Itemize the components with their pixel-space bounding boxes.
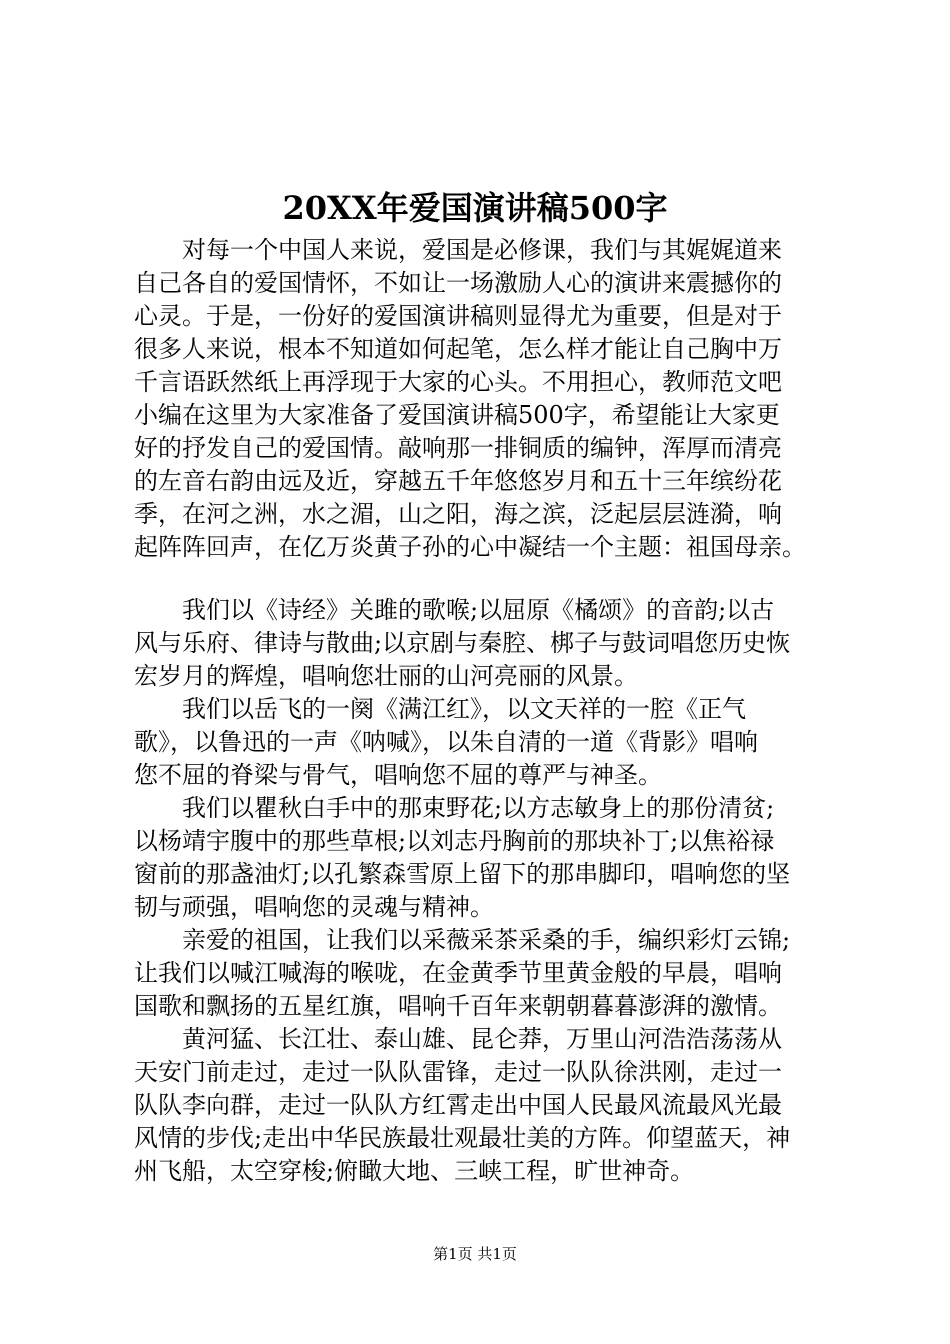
paragraph — [134, 792, 834, 924]
text-line: 您不屈的脊梁与骨气，唱响您不屈的尊严与神圣。 — [134, 761, 662, 789]
text-line: 黄河猛、长江壮、泰山雄、昆仑莽，万里山河浩浩荡荡从 — [182, 1025, 782, 1053]
text-line: 宏岁月的辉煌，唱响您壮丽的山河亮丽的风景。 — [134, 662, 638, 690]
text-line: 对每一个中国人来说，爱国是必修课，我们与其娓娓道来 — [182, 236, 782, 264]
text-line: 季，在河之洲，水之湄，山之阳，海之滨，泛起层层涟漪，响 — [134, 500, 782, 528]
page-footer: 第1页 共1页 — [433, 1245, 517, 1263]
text-line: 天安门前走过，走过一队队雷锋，走过一队队徐洪刚，走过一 — [134, 1058, 782, 1086]
document-body — [134, 234, 834, 1188]
text-line: 国歌和飘扬的五星红旗，唱响千百年来朝朝暮暮澎湃的激情。 — [134, 992, 782, 1020]
paragraph — [134, 693, 834, 792]
text-line: 好的抒发自己的爱国情。敲响那一排铜质的编钟，浑厚而清亮 — [134, 434, 782, 462]
text-line: 千言语跃然纸上再浮现于大家的心头。不用担心，教师范文吧 — [134, 368, 782, 396]
text-line: 我们以瞿秋白手中的那束野花;以方志敏身上的那份清贫; — [182, 794, 775, 822]
text-line: 队队李向群，走过一队队方红霄走出中国人民最风流最风光最 — [134, 1091, 782, 1119]
text-line: 自己各自的爱国情怀，不如让一场激励人心的演讲来震撼你的 — [134, 269, 782, 297]
text-line: 很多人来说，根本不知道如何起笔，怎么样才能让自己胸中万 — [134, 335, 782, 363]
text-line: 心灵。于是，一份好的爱国演讲稿则显得尤为重要，但是对于 — [134, 302, 782, 330]
text-line: 歌》，以鲁迅的一声《呐喊》，以朱自清的一道《背影》唱响 — [134, 728, 758, 756]
paragraph — [134, 1023, 834, 1188]
text-line: 风情的步伐;走出中华民族最壮观最壮美的方阵。仰望蓝天，神 — [134, 1124, 791, 1152]
text-line: 亲爱的祖国，让我们以采薇采茶采桑的手，编织彩灯云锦; — [182, 926, 791, 954]
text-line: 的左音右韵由远及近，穿越五千年悠悠岁月和五十三年缤纷花 — [134, 467, 782, 495]
paragraph — [134, 594, 834, 693]
text-line: 窗前的那盏油灯;以孔繁森雪原上留下的那串脚印，唱响您的坚 — [134, 860, 791, 888]
text-line: 州飞船，太空穿梭;俯瞰大地、三峡工程，旷世神奇。 — [134, 1157, 695, 1185]
paragraph — [134, 234, 834, 564]
text-line: 我们以岳飞的一阕《满江红》，以文天祥的一腔《正气 — [182, 695, 746, 723]
text-line: 以杨靖宇腹中的那些草根;以刘志丹胸前的那块补丁;以焦裕禄 — [134, 827, 775, 855]
paragraph — [134, 924, 834, 1023]
paragraph-gap — [134, 564, 834, 594]
text-line: 起阵阵回声，在亿万炎黄子孙的心中凝结一个主题：祖国母亲。 — [134, 533, 806, 561]
text-line: 风与乐府、律诗与散曲;以京剧与秦腔、梆子与鼓词唱您历史恢 — [134, 629, 791, 657]
document-title: 20XX年爱国演讲稿500字 — [282, 189, 668, 227]
text-line: 我们以《诗经》关雎的歌喉;以屈原《橘颂》的音韵;以古 — [182, 596, 775, 624]
text-line: 小编在这里为大家准备了爱国演讲稿500字，希望能让大家更 — [134, 401, 780, 429]
text-line: 韧与顽强，唱响您的灵魂与精神。 — [134, 893, 494, 921]
text-line: 让我们以喊江喊海的喉咙，在金黄季节里黄金般的早晨，唱响 — [134, 959, 782, 987]
